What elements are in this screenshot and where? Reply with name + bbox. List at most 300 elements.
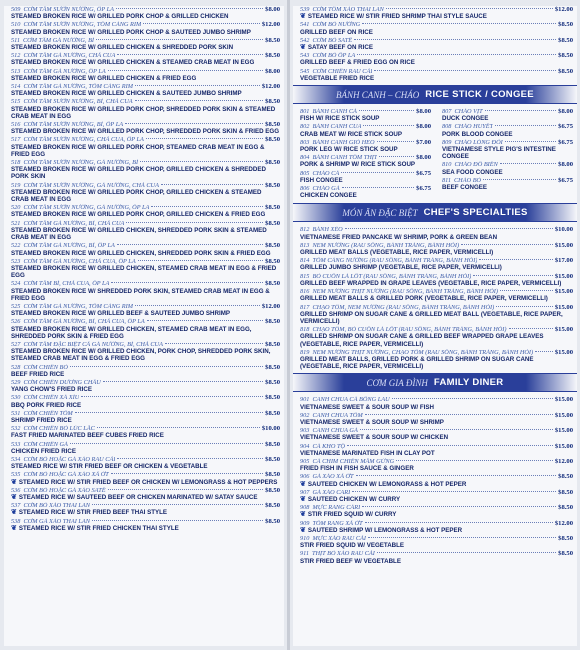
item-name-vn: NEM NƯỚNG (RAU SỐNG, BÁNH TRÁNG, BÁNH HỎI): [312, 241, 460, 249]
item-name-en: [300, 527, 573, 534]
dot-leader: [111, 282, 263, 283]
dot-leader: [396, 460, 553, 461]
item-description-en: GRILLED SHRIMP ON SUGAR CANE & GRILLED MEAT BALL (VEGETABLE, RICE PAPER, VERMICELLI): [300, 310, 563, 325]
dot-leader: [161, 184, 263, 185]
item-code: 514: [11, 83, 21, 91]
item-name-vn: CƠM CHIÊN RAU CẢI: [312, 67, 373, 75]
item-name-en: [300, 13, 573, 20]
item-description-en: GRILLED SHRIMP ON SUGAR CANE & GRILLED BEEF WRAPPED GRAPE LEAVES (VEGETABLE, RICE PAPER, VERMICELLI): [300, 333, 544, 348]
item-description-en: STEAMED BROKEN RICE W/ GRILLED CHICKEN & FRIED EGG: [11, 74, 197, 82]
item-price: $8.00: [265, 6, 280, 13]
menu-item: [293, 257, 577, 271]
chili-pepper-icon: ❦: [11, 494, 17, 501]
item-code: 511: [11, 36, 20, 44]
menu-item-vn-row: [11, 456, 280, 463]
item-code: 534: [11, 455, 21, 463]
item-name-vn: CƠM TẤM GÀ NƯỚNG, BÌ, ÔP LA: [23, 242, 115, 250]
menu-item-vn-row: [11, 394, 280, 401]
item-code: 801: [300, 108, 310, 116]
item-code: 520: [11, 204, 21, 212]
dot-leader: [117, 54, 263, 55]
menu-item: [293, 21, 577, 35]
dot-leader: [81, 396, 263, 397]
item-name-en: [11, 288, 280, 302]
item-name-en: [11, 371, 280, 378]
item-name-vn: CƠM TẤM SƯỜN NƯỚNG, BÌ, ÔP LA: [23, 121, 124, 129]
item-name-en: [11, 479, 280, 486]
item-code: 814: [300, 257, 310, 265]
menu-item: [293, 443, 577, 457]
menu-item: [293, 504, 577, 518]
item-description-en: BEEF FRIED RICE: [11, 370, 65, 378]
dot-leader: [341, 172, 414, 173]
item-price: $6.75: [558, 123, 573, 131]
item-description-en: STEAMED BROKEN RICE W/ GRILLED CHICKEN & SHREDDED PORK SKIN: [11, 44, 234, 52]
menu-item: [293, 273, 577, 287]
item-name-vn: CANH CHUA GÀ: [312, 427, 358, 435]
item-name-vn: CƠM BÒ SATẾ: [312, 36, 353, 44]
item-price: $12.00: [261, 302, 280, 310]
item-description-en: STEAMED RICE W/ STIR FRIED CHICKEN THAI STYLE: [18, 524, 179, 532]
item-description-en: PORK BLOOD CONGEE: [442, 130, 513, 138]
item-description-en: PORK LEG W/ RICE STICK SOUP: [300, 146, 398, 154]
item-name-en: [300, 481, 573, 488]
dot-leader: [147, 320, 263, 321]
item-description-en: VIETNAMESE SWEET & SOUR SOUP W/ SHRIMP: [300, 418, 444, 426]
item-price: $8.50: [265, 394, 280, 402]
menu-item-vn-row: [11, 410, 280, 417]
item-name-en: [442, 115, 573, 122]
item-name-en: [11, 494, 280, 501]
item-price: $8.50: [265, 242, 280, 250]
menu-item: [4, 182, 284, 204]
item-name-vn: CƠM TẤM GÀ NƯỚNG, CHẢ CUA: [23, 52, 116, 60]
item-description-en: STEAMED BROKEN RICE W/ GRILLED CHICKEN & SAUTEED JUMBO SHRIMP: [11, 90, 242, 98]
menu-item-vn-row: [11, 121, 280, 128]
dot-leader: [535, 351, 553, 352]
item-description-en: FAST FRIED MARINATED BEEF CUBES FRIED RICE: [11, 432, 164, 440]
item-description-en: STEAMED RICE W/ SAUTEED BEEF OR CHICKEN MARINATED W/ SATAY SAUCE: [18, 494, 258, 501]
menu-item-vn-row: [442, 177, 573, 184]
item-description-en: STEAMED RICE W/ STIR FRIED BEEF OR CHICKEN & VEGETABLE: [11, 463, 208, 471]
menu-item: [293, 412, 577, 426]
menu-item-vn-row: [300, 520, 573, 527]
item-code: 516: [11, 121, 21, 129]
item-code: 903: [300, 427, 310, 435]
item-name-en: [11, 348, 280, 362]
item-name-vn: CHÁO VỊT: [454, 108, 483, 116]
menu-item: [4, 6, 284, 20]
item-name-en: [11, 386, 280, 393]
item-description-en: GRILLED MEAT BALLS & GRILLED PORK (VEGETABLE, RICE PAPER, VERMICELLI): [300, 295, 548, 303]
menu-item-vn-row: [442, 161, 573, 168]
item-name-en: [11, 417, 280, 424]
item-price: $8.50: [558, 550, 573, 558]
chili-pepper-icon: ❦: [11, 509, 17, 517]
menu-item: [293, 520, 577, 534]
item-name-vn: CƠM CHIÊN TÔM: [23, 409, 73, 417]
item-name-vn: GÀ XÀO CARI: [312, 488, 351, 496]
item-name-en: [11, 189, 280, 203]
menu-item: [4, 341, 284, 363]
item-name-vn: CƠM TẤM SƯỜN NƯỚNG, GÀ NƯỚNG, BÌ: [23, 159, 139, 167]
item-code: 517: [11, 136, 21, 144]
item-code: 806: [300, 185, 310, 193]
item-name-vn: CANH CHUA CÁ BÔNG LAU: [312, 396, 390, 404]
item-name-en: [300, 131, 431, 138]
item-price: $8.50: [265, 280, 280, 288]
item-name-en: [11, 13, 280, 20]
item-price: $8.50: [265, 363, 280, 371]
item-description-en: SHRIMP FRIED RICE: [11, 416, 72, 424]
menu-item-vn-row: [11, 379, 280, 386]
item-name-en: [11, 525, 280, 532]
menu-item-vn-row: [11, 21, 280, 28]
item-name-vn: CHẠO TÔM, BÒ CUỐN LÁ LỐT (RAU SỐNG, BÁNH TRÁNG, BÁNH HỎI): [312, 326, 507, 334]
item-description-en: STEAMED BROKEN RICE W/ GRILLED CHICKEN, STEAMED CRAB MEAT IN EGG & FRIED EGG: [11, 264, 277, 280]
item-name-vn: CHÁO ĐỒ BIỂN: [454, 161, 498, 169]
item-description-en: STEAMED BROKEN RICE W/ GRILLED PORK CHOP, GRILLED CHICKEN & SHREDDED PORK SKIN: [11, 166, 266, 181]
item-price: $8.50: [558, 488, 573, 496]
item-name-vn: CƠM TẤM GÀ NƯỚNG, BÌ, CHẢ CUA: [23, 219, 125, 227]
item-name-vn: NEM NƯỚNG THỊT NƯỚNG, CHẠO TÔM (RAU SỐNG, BÁNH TRÁNG, BÁNH HỎI): [312, 348, 534, 356]
item-name-en: [300, 115, 431, 122]
item-description-en: STEAMED BROKEN RICE W/ GRILLED CHICKEN, SHREDDED PORK SKIN & FRIED EGG: [11, 249, 271, 257]
item-code: 911: [300, 550, 309, 558]
item-price: $8.50: [265, 340, 280, 348]
item-name-vn: CƠM CHIÊN BÒ LÚC LẮC: [23, 425, 95, 433]
dot-leader: [354, 39, 556, 40]
item-price: $12.00: [554, 457, 573, 465]
item-price: $15.00: [554, 288, 573, 296]
menu-item: [293, 349, 577, 371]
item-name-vn: CƠM CHIÊN DƯƠNG CHÂU: [23, 378, 101, 386]
section-title-vn: MÓN ĂN ĐẶC BIỆT: [342, 207, 418, 218]
dot-leader: [146, 138, 263, 139]
menu-item-vn-row: [11, 280, 280, 287]
item-name-en: [300, 419, 573, 426]
menu-item: [293, 154, 435, 168]
item-name-en: [11, 59, 280, 66]
item-name-vn: CƠM TÔM XÀO THAI LAN: [312, 6, 384, 13]
menu-item-vn-row: [11, 6, 280, 13]
item-code: 518: [11, 159, 21, 167]
menu-item-vn-row: [300, 170, 431, 177]
congee-right: [435, 108, 577, 200]
menu-item: [4, 456, 284, 470]
column-divider: [287, 0, 290, 650]
dot-leader: [345, 228, 553, 229]
item-price: $8.50: [265, 36, 280, 44]
item-name-en: [442, 184, 573, 191]
menu-item-vn-row: [300, 288, 573, 295]
item-name-vn: CƠM GÀ XÀO THAI LAN: [23, 517, 90, 525]
item-code: 819: [300, 348, 310, 356]
dot-leader: [165, 343, 263, 344]
item-price: $15.00: [554, 303, 573, 311]
menu-item: [4, 425, 284, 439]
dot-leader: [386, 8, 553, 9]
item-description-en: SEA FOOD CONGEE: [442, 168, 503, 176]
menu-item: [4, 204, 284, 218]
menu-item: [4, 98, 284, 120]
item-code: 515: [11, 98, 21, 106]
menu-item: [293, 242, 577, 256]
item-code: 805: [300, 169, 310, 177]
menu-item-vn-row: [300, 257, 573, 264]
item-code: 513: [11, 67, 21, 75]
item-description-en: STEAMED BROKEN RICE W/ GRILLED PORK CHOP, GRILLED CHICKEN & STEAMED CRAB MEAT IN EGG: [11, 188, 262, 204]
dot-leader: [365, 414, 553, 415]
menu-item: [4, 258, 284, 280]
item-code: 813: [300, 241, 310, 249]
item-price: $8.50: [265, 52, 280, 60]
menu-item-vn-row: [300, 489, 573, 496]
menu-item: [293, 226, 577, 240]
menu-item-vn-row: [11, 220, 280, 227]
menu-item-vn-row: [300, 242, 573, 249]
menu-item: [4, 441, 284, 455]
menu-item-vn-row: [11, 159, 280, 166]
item-price: $8.50: [558, 21, 573, 29]
section-title-vn: CƠM GIA ĐÌNH: [366, 377, 428, 388]
item-description-en: FISH CONGEE: [300, 176, 343, 184]
item-code: 909: [300, 519, 310, 527]
menu-item-vn-row: [11, 441, 280, 448]
menu-right-column: [293, 6, 577, 646]
item-name-en: [11, 448, 280, 455]
item-code: 906: [300, 473, 310, 481]
dot-leader: [377, 141, 415, 142]
item-name-vn: TÔM RANG XẢ ỚT: [312, 519, 363, 527]
menu-item: [293, 304, 577, 326]
item-name-en: [300, 44, 573, 51]
dot-leader: [352, 491, 556, 492]
menu-item: [4, 220, 284, 242]
congee-left: [293, 108, 435, 200]
item-code: 904: [300, 442, 310, 450]
item-name-vn: MỰC XÀO RAU CẢI: [312, 534, 366, 542]
menu-item: [4, 318, 284, 340]
item-description-en: SAUTEED CHICKEN W/ CURRY: [307, 495, 401, 503]
item-price: $10.00: [261, 425, 280, 433]
item-description-en: STIR FRIED SQUID W/ VEGETABLE: [300, 542, 405, 550]
menu-item-vn-row: [300, 139, 431, 146]
item-name-en: [11, 265, 280, 279]
menu-item-vn-row: [11, 52, 280, 59]
menu-item-vn-row: [442, 123, 573, 130]
menu-item-vn-row: [300, 427, 573, 434]
item-name-vn: CƠM TẤM SƯỜN NƯỚNG, GÀ NƯỚNG, CHẢ CUA: [23, 181, 159, 189]
dot-leader: [138, 260, 263, 261]
item-name-en: [300, 434, 573, 441]
item-price: $12.00: [554, 6, 573, 13]
item-code: 535: [11, 471, 21, 479]
dot-leader: [368, 537, 556, 538]
item-name-vn: CƠM TẤM SƯỜN NƯỚNG, TÔM CÀNG RIM: [23, 21, 142, 29]
item-name-vn: CƠM TẤM GÀ NƯỚNG, BÌ: [22, 36, 95, 44]
item-description-en: VEGETABLE FRIED RICE: [300, 74, 375, 82]
item-name-vn: CƠM BÒ HOẶC GÀ XÀO RAU CẢI: [23, 455, 116, 463]
item-price: $8.00: [558, 108, 573, 116]
dot-leader: [75, 412, 263, 413]
item-name-en: [300, 542, 573, 549]
item-name-en: [442, 146, 573, 160]
item-description-en: PORK & SHRIMP W/ RICE STICK SOUP: [300, 161, 416, 169]
dot-leader: [103, 381, 263, 382]
menu-item: [435, 139, 577, 161]
item-name-vn: CƠM TẤM GÀ NƯỚNG, ÔP LA: [23, 67, 106, 75]
item-description-en: STEAMED RICE W/ STIR FRIED BEEF THAI STYLE: [18, 509, 168, 517]
dot-leader: [500, 163, 556, 164]
item-price: $8.50: [265, 257, 280, 265]
item-name-en: [300, 496, 573, 503]
item-price: $8.50: [265, 378, 280, 386]
item-price: $8.50: [265, 471, 280, 479]
item-name-en: [300, 75, 573, 82]
item-code: 530: [11, 394, 21, 402]
item-code: 541: [300, 21, 310, 29]
chili-pepper-icon: ❦: [11, 524, 17, 532]
menu-item-vn-row: [300, 273, 573, 280]
item-name-vn: CƠM BÒ ỐP LA: [312, 52, 356, 60]
menu-item-vn-row: [300, 550, 573, 557]
item-name-vn: CƠM BÒ NƯỚNG: [312, 21, 361, 29]
menu-item-vn-row: [11, 83, 280, 90]
item-description-en: YANG CHOW'S FRIED RICE: [11, 386, 92, 394]
item-name-vn: GÀ XÀO XẢ ỚT: [312, 473, 354, 481]
chili-pepper-icon: ❦: [300, 526, 306, 534]
item-description-en: STEAMED BROKEN RICE W/ GRILLED PORK CHOP, GRILLED CHICKEN & FRIED EGG: [11, 211, 266, 219]
menu-item: [4, 471, 284, 485]
item-name-vn: MỰC RANG CÁRI: [312, 504, 361, 512]
item-description-en: STEAMED BROKEN RICE W/ GRILLED BEEF & SAUTEED JUMBO SHRIMP: [11, 310, 230, 318]
dot-leader: [495, 125, 556, 126]
item-price: $8.50: [265, 159, 280, 167]
dot-leader: [473, 275, 553, 276]
menu-item-vn-row: [300, 458, 573, 465]
menu-item: [4, 242, 284, 256]
item-name-vn: CƠM TẤM GÀ NƯỚNG, CHẢ CUA, ÔP LA: [23, 257, 136, 265]
item-name-vn: CƠM TẤM BÌ, CHẢ CUA, ÔP LA: [23, 280, 110, 288]
item-name-en: [300, 558, 573, 565]
item-price: $8.50: [558, 473, 573, 481]
item-name-en: [300, 356, 573, 370]
item-description-en: STEAMED BROKEN RICE W/ GRILLED PORK CHOP & GRILLED CHICKEN: [11, 13, 229, 21]
dot-leader: [377, 552, 556, 553]
item-price: $6.75: [558, 138, 573, 146]
dot-leader: [108, 70, 263, 71]
item-name-en: [11, 90, 280, 97]
menu-item-vn-row: [300, 349, 573, 356]
dot-leader: [392, 398, 553, 399]
item-price: $15.00: [554, 396, 573, 404]
dot-leader: [70, 366, 263, 367]
item-name-vn: CƠM CHIÊN XÁ XÍU: [23, 394, 80, 402]
item-code: 528: [11, 363, 21, 371]
item-name-en: [300, 234, 573, 241]
item-description-en: GRILLED BEEF ON RICE: [300, 28, 373, 36]
item-code: 531: [11, 409, 21, 417]
section-header-chef-specialties: [293, 203, 577, 222]
item-code: 545: [300, 67, 310, 75]
item-code: 910: [300, 534, 310, 542]
menu-item: [4, 410, 284, 424]
menu-item-vn-row: [300, 412, 573, 419]
item-price: $6.75: [416, 169, 431, 177]
menu-item: [4, 303, 284, 317]
menu-item: [293, 139, 435, 153]
chili-pepper-icon: ❦: [300, 13, 306, 21]
menu-item: [293, 473, 577, 487]
item-code: 808: [442, 123, 452, 131]
dot-leader: [140, 161, 263, 162]
item-price: $8.00: [416, 108, 431, 116]
item-price: $8.50: [265, 486, 280, 494]
item-name-en: [300, 59, 573, 66]
menu-item-vn-row: [300, 108, 431, 115]
item-name-en: [300, 311, 573, 325]
menu-item: [435, 177, 577, 191]
menu-item-vn-row: [300, 473, 573, 480]
item-code: 803: [300, 138, 310, 146]
item-name-vn: CHÁO HUYẾT: [454, 123, 494, 131]
item-code: 527: [11, 340, 21, 348]
dot-leader: [96, 39, 263, 40]
item-name-vn: CƠM TẤM SƯỜN NƯỚNG, GÀ NƯỚNG, ÔP LA: [23, 204, 150, 212]
menu-item-vn-row: [11, 68, 280, 75]
menu-item-vn-row: [300, 68, 573, 75]
item-name-vn: BÁNH CANH TÔM THỊT: [312, 154, 378, 162]
item-code: 905: [300, 457, 310, 465]
dot-leader: [509, 328, 553, 329]
item-name-en: [11, 29, 280, 36]
dot-leader: [461, 244, 553, 245]
item-price: $6.75: [558, 176, 573, 184]
item-price: $6.75: [416, 185, 431, 193]
dot-leader: [505, 141, 556, 142]
item-code: 537: [11, 502, 21, 510]
menu-item: [293, 396, 577, 410]
section-title-vn: BÁNH CANH – CHÁO: [336, 89, 420, 100]
menu-item-vn-row: [11, 242, 280, 249]
menu-item-vn-row: [11, 487, 280, 494]
item-code: 512: [11, 52, 21, 60]
item-description-en: SAUTEED SHRIMP W/ LEMONGRASS & HOT PEPER: [307, 526, 463, 534]
menu-item: [293, 52, 577, 66]
dot-leader: [342, 187, 415, 188]
item-description-en: GRILLED MEAT BALLS, GRILLED PORK & GRILLED SHRIMP ON SUGAR CANE (VEGETABLE, RICE PAPER, VERMICELLI): [300, 355, 534, 371]
item-name-vn: CÁ KHO TỘ: [312, 442, 345, 450]
dot-leader: [479, 259, 552, 260]
menu-item-vn-row: [11, 303, 280, 310]
menu-item: [293, 68, 577, 82]
item-code: 510: [11, 21, 21, 29]
item-name-vn: CƠM CHIÊN GÀ: [23, 440, 68, 448]
item-name-en: [11, 75, 280, 82]
menu-item: [4, 487, 284, 501]
menu-item-vn-row: [300, 326, 573, 333]
menu-item: [293, 288, 577, 302]
dot-leader: [117, 244, 263, 245]
item-name-en: [300, 29, 573, 36]
item-price: $17.00: [554, 257, 573, 265]
item-price: $12.00: [261, 21, 280, 29]
item-name-vn: CHÁO LÒNG ĐỎI: [454, 138, 503, 146]
item-name-en: [11, 402, 280, 409]
menu-item: [435, 161, 577, 175]
item-name-vn: CƠM BÒ XÀO THAI LAN: [23, 502, 90, 510]
